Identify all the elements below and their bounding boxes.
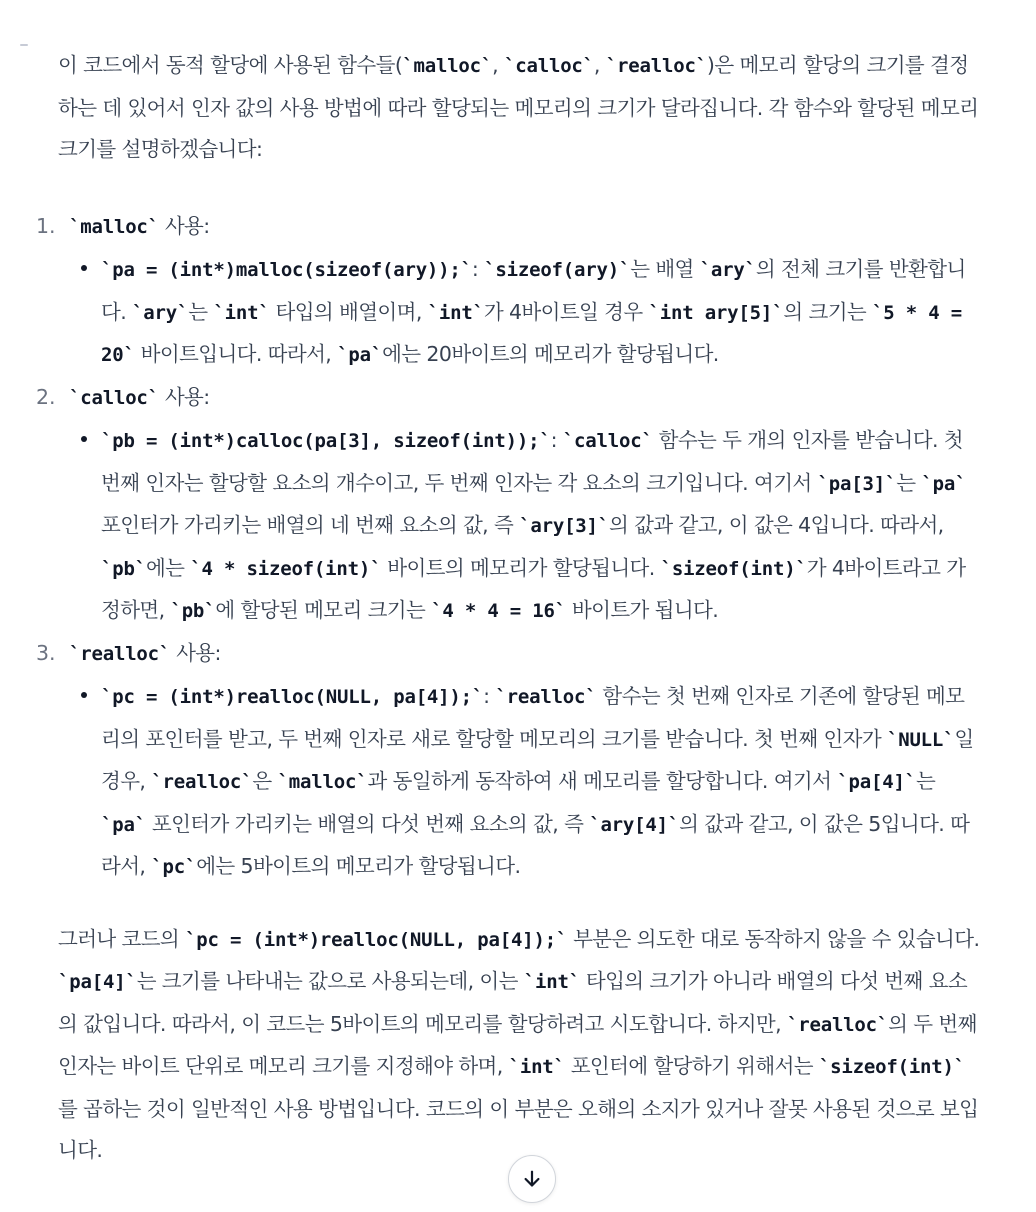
bullet-text xyxy=(101,676,983,889)
inline-code: `calloc` xyxy=(69,386,159,409)
text-run: 바이트입니다. 따라서, xyxy=(134,342,338,366)
text-run: , xyxy=(492,53,504,77)
text-run: 는 크기를 나타내는 값으로 사용되는데, 이는 xyxy=(136,969,524,993)
conclusion-paragraph xyxy=(58,919,983,1172)
item-title xyxy=(69,206,983,249)
text-run: 바이트가 됩니다. xyxy=(566,598,719,622)
item-number: 2. xyxy=(36,384,56,409)
text-run: 사용: xyxy=(158,213,210,238)
bullet-list xyxy=(69,676,983,889)
inline-code: `int ary[5]` xyxy=(648,301,784,324)
assistant-message xyxy=(36,45,983,1172)
inline-code: `pa` xyxy=(337,344,383,366)
inline-code: `sizeof(int)` xyxy=(660,557,807,580)
text-run: 그러나 코드의 xyxy=(58,926,186,951)
inline-code: `realloc` xyxy=(151,771,253,793)
item-number: 3. xyxy=(36,640,56,665)
bullet-dot-icon xyxy=(81,436,87,442)
text-run: 는 배열 xyxy=(630,257,700,281)
inline-code: `ary[4]` xyxy=(589,813,680,836)
bullet-list xyxy=(69,249,983,377)
arrow-down-icon xyxy=(521,1168,543,1190)
inline-code: `sizeof(int)` xyxy=(818,1056,966,1078)
text-run: 의 값과 같고, 이 값은 4입니다. 따라서, xyxy=(609,513,944,537)
text-run: 은 xyxy=(252,769,278,793)
inline-code: `int` xyxy=(427,301,484,324)
inline-code: `int` xyxy=(508,1056,565,1078)
inline-code: `realloc` xyxy=(495,686,597,708)
scroll-to-bottom-button[interactable] xyxy=(508,1155,556,1203)
inline-code: `pa[4]` xyxy=(837,771,916,793)
text-run: 함수는 두 개의 인자를 받습니다. 첫 번째 인자는 할당할 요소의 개수이고, 두 번째 인자는 각 요소의 크기입니다. 여기서 xyxy=(101,428,963,495)
inline-code: `calloc` xyxy=(562,430,653,452)
inline-code: `pb` xyxy=(101,557,146,580)
text-run: 가 4바이트라고 가정하면, xyxy=(101,555,966,622)
text-run: 는 xyxy=(915,769,936,793)
text-run: 에 할당된 메모리 크기는 xyxy=(215,598,432,622)
inline-code: `pc` xyxy=(151,856,197,878)
text-run: 의 크기는 xyxy=(783,299,873,324)
inline-code: `pc = (int*)realloc(NULL, pa[4]);` xyxy=(185,928,568,951)
inline-code: `ary` xyxy=(699,259,756,281)
item-title xyxy=(69,633,983,676)
inline-code: `realloc` xyxy=(69,642,171,665)
text-run: 사용: xyxy=(158,384,210,409)
text-run: 과 동일하게 동작하여 새 메모리를 할당합니다. 여기서 xyxy=(367,769,838,793)
inline-code: `calloc` xyxy=(504,55,594,77)
text-run: 부분은 의도한 대로 동작하지 않을 수 있습니다. xyxy=(567,926,980,951)
bullet-dot-icon xyxy=(81,692,87,698)
text-run: : xyxy=(550,428,563,452)
text-run: 이 코드에서 동적 할당에 사용된 함수들( xyxy=(58,53,403,77)
inline-code: `pb = (int*)calloc(pa[3], sizeof(int));` xyxy=(101,430,551,452)
text-run: 는 xyxy=(896,470,922,495)
inline-code: `pb` xyxy=(170,600,216,622)
bullet-item xyxy=(69,249,983,377)
inline-code: `4 * 4 = 16` xyxy=(431,600,566,622)
text-run: 의 두 번째 인자는 바이트 단위로 메모리 크기를 지정해야 하며, xyxy=(58,1011,977,1078)
text-run: 를 곱하는 것이 일반적인 사용 방법입니다. 코드의 이 부분은 오해의 소지가 있거나 잘못 사용된 것으로 보입니다. xyxy=(58,1096,979,1162)
inline-code: `malloc` xyxy=(69,215,159,238)
bullet-text xyxy=(101,249,983,377)
inline-code: `pa[3]` xyxy=(817,472,897,495)
intro-paragraph xyxy=(58,45,983,171)
bullet-item xyxy=(69,676,983,889)
text-run: 의 전체 크기를 반환합니다. xyxy=(101,257,966,324)
numbered-item xyxy=(34,377,983,633)
text-run: 바이트의 메모리가 할당됩니다. xyxy=(381,555,661,580)
text-run: 사용: xyxy=(170,640,221,665)
inline-code: `ary[3]` xyxy=(519,515,610,537)
text-run: : xyxy=(483,684,496,708)
text-run: 타입의 배열이며, xyxy=(269,299,428,324)
item-number: 1. xyxy=(36,213,56,238)
numbered-item xyxy=(34,633,983,889)
inline-code: `sizeof(ary)` xyxy=(484,259,631,281)
inline-code: `malloc` xyxy=(277,771,368,793)
inline-code: `4 * sizeof(int)` xyxy=(190,557,382,580)
numbered-list xyxy=(34,206,983,889)
inline-code: `pa` xyxy=(921,472,967,495)
inline-code: `realloc` xyxy=(605,55,707,77)
text-run: 가 4바이트일 경우 xyxy=(483,299,649,324)
text-run: , xyxy=(593,53,606,77)
inline-code: `5 * 4 = 20` xyxy=(101,301,962,366)
text-run: 에는 5바이트의 메모리가 할당됩니다. xyxy=(196,854,521,878)
text-run: 포인터가 가리키는 배열의 다섯 번째 요소의 값, 즉 xyxy=(145,811,590,836)
inline-code: `int` xyxy=(213,301,270,324)
inline-code: `pa = (int*)malloc(sizeof(ary));` xyxy=(101,259,472,281)
text-run: 의 값과 같고, 이 값은 5입니다. 따라서, xyxy=(101,811,970,878)
text-run: 타입의 크기가 아니라 배열의 다섯 번째 요소의 값입니다. 따라서, 이 코드는 5바이트의 메모리를 할당하려고 시도합니다. 하지만, xyxy=(58,969,968,1036)
text-run: 포인터에 할당하기 위해서는 xyxy=(564,1054,819,1078)
bullet-list xyxy=(69,420,983,633)
bullet-text xyxy=(101,420,983,633)
text-run: 포인터가 가리키는 배열의 네 번째 요소의 값, 즉 xyxy=(101,513,520,537)
text-run: 함수는 첫 번째 인자로 기존에 할당된 메모리의 포인터를 받고, 두 번째 인자로 새로 할당할 메모리의 크기를 받습니다. 첫 번째 인자가 xyxy=(101,684,965,751)
inline-code: `pa[4]` xyxy=(58,971,137,993)
scroll-edge-mark xyxy=(20,44,28,46)
inline-code: `pc = (int*)realloc(NULL, pa[4]);` xyxy=(101,686,484,708)
inline-code: `realloc` xyxy=(786,1013,889,1036)
text-run: 일 경우, xyxy=(101,726,974,793)
text-run: 에는 20바이트의 메모리가 할당됩니다. xyxy=(382,342,719,366)
numbered-item xyxy=(34,206,983,377)
bullet-dot-icon xyxy=(81,265,87,271)
inline-code: `pa` xyxy=(101,813,146,836)
text-run: 는 xyxy=(188,299,214,324)
inline-code: `malloc` xyxy=(402,55,493,77)
bullet-item xyxy=(69,420,983,633)
text-run: )은 메모리 할당의 크기를 결정하는 데 있어서 인자 값의 사용 방법에 따라 할당되는 메모리의 크기가 달라집니다. 각 함수와 할당된 메모리 크기를 설명하겠습니다: xyxy=(58,53,979,161)
inline-code: `ary` xyxy=(132,301,189,324)
inline-code: `int` xyxy=(523,971,580,993)
inline-code: `NULL` xyxy=(886,728,955,751)
item-title xyxy=(69,377,983,420)
text-run: : xyxy=(471,257,485,281)
text-run: 에는 xyxy=(145,555,191,580)
